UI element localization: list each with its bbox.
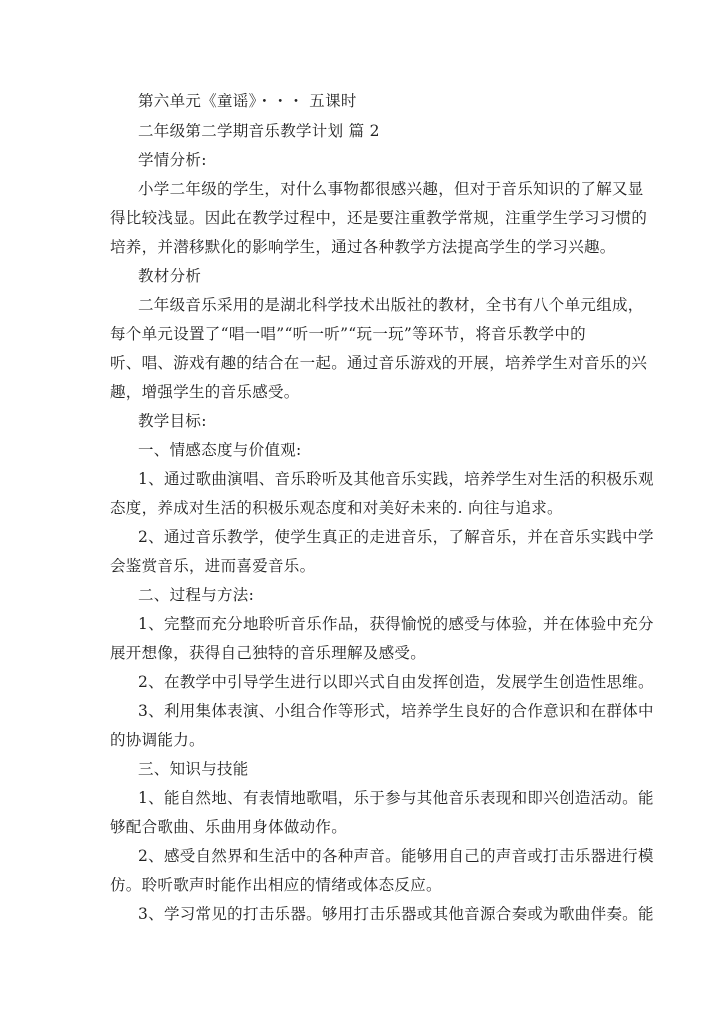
textbook-analysis-heading: 教材分析 (138, 267, 202, 285)
paragraph-line: 得比较浅显。因此在教学过程中，还是要注重教学常规，注重学生学习习惯的 (110, 209, 648, 227)
paragraph-line: 听、唱、游戏有趣的结合在一起。通过音乐游戏的开展，培养学生对音乐的兴 (110, 354, 648, 372)
paragraph-line: 的协调能力。 (110, 731, 205, 749)
paragraph-line: 1、通过歌曲演唱、音乐聆听及其他音乐实践，培养学生对生活的积极乐观 (138, 470, 654, 488)
paragraph-line: 会鉴赏音乐，进而喜爱音乐。 (110, 557, 316, 575)
paragraph-line: 趣，增强学生的音乐感受。 (110, 383, 300, 401)
unit-six-heading: 第六单元《童谣》・・・ 五课时 (138, 92, 357, 110)
paragraph-line: 够配合歌曲、乐曲用身体做动作。 (110, 818, 348, 836)
paragraph-line: 仿。聆听歌声时能作出相应的情绪或体态反应。 (110, 876, 442, 894)
student-analysis-heading: 学情分析: (138, 151, 207, 169)
paragraph-line: 培养，并潜移默化的影响学生，通过各种教学方法提高学生的学习兴趣。 (110, 238, 616, 256)
paragraph-line: 1、完整而充分地聆听音乐作品，获得愉悦的感受与体验，并在体验中充分 (138, 615, 654, 633)
paragraph-line: 2、在教学中引导学生进行以即兴式自由发挥创造，发展学生创造性思维。 (138, 673, 654, 691)
section-heading-two: 二、过程与方法: (138, 586, 255, 604)
paragraph-line: 3、学习常见的打击乐器。够用打击乐器或其他音源合奏或为歌曲伴奏。能 (138, 905, 654, 923)
paragraph-line: 3、利用集体表演、小组合作等形式，培养学生良好的合作意识和在群体中 (138, 702, 654, 720)
teaching-goals-heading: 教学目标: (138, 412, 207, 430)
paragraph-line: 2、通过音乐教学，使学生真正的走进音乐，了解音乐，并在音乐实践中学 (138, 528, 654, 546)
paragraph-line: 二年级音乐采用的是湖北科学技术出版社的教材，全书有八个单元组成， (138, 296, 644, 314)
paragraph-line: 小学二年级的学生，对什么事物都很感兴趣，但对于音乐知识的了解又显 (138, 180, 644, 198)
paragraph-line: 每个单元设置了“唱一唱”“听一听”“玩一玩”等环节，将音乐教学中的 (110, 325, 586, 343)
paragraph-line: 态度，养成对生活的积极乐观态度和对美好未来的. 向往与追求。 (110, 499, 563, 517)
paragraph-line: 展开想像，获得自己独特的音乐理解及感受。 (110, 644, 427, 662)
section-heading-three: 三、知识与技能 (138, 760, 249, 778)
plan-title: 二年级第二学期音乐教学计划 篇 2 (138, 122, 380, 140)
section-heading-one: 一、情感态度与价值观: (138, 441, 302, 459)
paragraph-line: 2、感受自然界和生活中的各种声音。能够用自己的声音或打击乐器进行模 (138, 847, 654, 865)
paragraph-line: 1、能自然地、有表情地歌唱，乐于参与其他音乐表现和即兴创造活动。能 (138, 789, 654, 807)
